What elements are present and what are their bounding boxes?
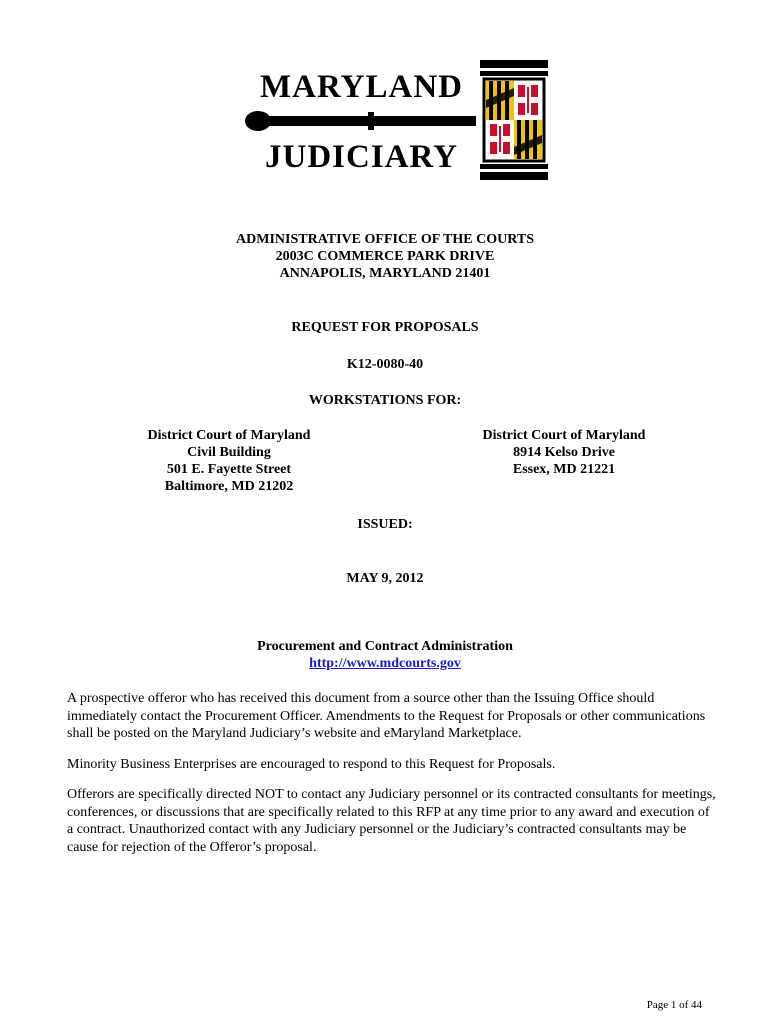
issued-date: MAY 9, 2012 [346,571,424,586]
location-line: District Court of Maryland [147,428,311,443]
location-baltimore [99,427,359,495]
location-line: Baltimore, MD 21202 [164,479,294,494]
paragraph-offeror-notice: A prospective offeror who has received this document from a source other than the Issuing Office should immediately contact the Procurement Officer. Amendments to the Request for Proposals or other communications shall be posted on the Maryland Judiciary’s website and eMaryland Marketplace. [67,691,706,741]
rfp-subject: WORKSTATIONS FOR: [308,393,462,408]
office-address-block [0,231,770,282]
location-line: Essex, MD 21221 [512,462,616,477]
procurement-dept: Procurement and Contract Administration [257,639,513,654]
location-line: District Court of Maryland [482,428,646,443]
paragraph-no-contact: Offerors are specifically directed NOT to contact any Judiciary personnel or its contracted consultants for meetings, conferences, or discussions that are specifically related to this RFP at any time prior to any award and execution of a contract. Unauthorized contact with any Judiciary personnel or the Judiciary’s contracted consultants may be cause for rejection of the Offeror’s proposal. [67,787,716,855]
office-city: ANNAPOLIS, MARYLAND 21401 [279,266,491,281]
website-link[interactable]: http://www.mdcourts.gov [309,656,461,671]
location-line: 8914 Kelso Drive [513,445,615,460]
issued-label: ISSUED: [357,517,413,532]
maryland-judiciary-logo [240,55,550,185]
page-number: Page 1 of 44 [646,999,702,1011]
rfp-number: K12-0080-40 [346,357,424,372]
location-line: Civil Building [187,445,271,460]
logo-word-maryland: MARYLAND [260,69,463,105]
rfp-title: REQUEST FOR PROPOSALS [291,320,479,335]
paragraph-mbe: Minority Business Enterprises are encouraged to respond to this Request for Proposals. [67,756,556,772]
gavel-icon [240,55,550,185]
office-street: 2003C COMMERCE PARK DRIVE [275,249,495,264]
office-name: ADMINISTRATIVE OFFICE OF THE COURTS [236,232,534,247]
location-line: 501 E. Fayette Street [166,462,292,477]
procurement-link-wrap [0,655,770,672]
location-essex [434,427,694,478]
body-text [67,690,717,869]
logo-word-judiciary: JUDICIARY [265,139,459,175]
